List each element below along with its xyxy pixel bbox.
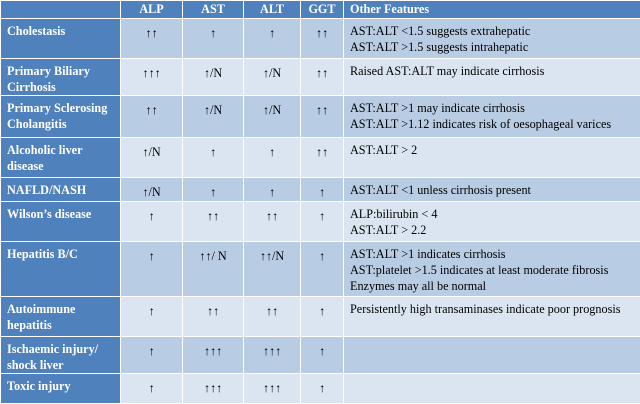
alt-value: ↑ (244, 138, 301, 178)
ggt-value: ↑↑ (301, 19, 344, 59)
condition-cell: Autoimmune hepatitis (1, 297, 121, 337)
header-alt: ALT (244, 1, 301, 19)
other-features-cell (344, 337, 640, 374)
table-row (1, 202, 640, 242)
table-row (1, 297, 640, 337)
feature-line: AST:ALT <1 unless cirrhosis present (350, 182, 634, 198)
header-alp: ALP (121, 1, 183, 19)
alt-value: ↑↑↑ (244, 337, 301, 374)
ggt-value: ↑ (301, 337, 344, 374)
feature-line: AST:ALT >1 indicates cirrhosis (350, 246, 634, 262)
feature-line: AST:platelet >1.5 indicates at least moderate fibrosis (350, 262, 634, 278)
other-features-cell (344, 59, 640, 96)
ggt-value: ↑ (301, 374, 344, 404)
alp-value: ↑ (121, 202, 183, 242)
alp-value: ↑ (121, 374, 183, 404)
ast-value: ↑↑↑ (183, 337, 244, 374)
ast-value: ↑/N (183, 59, 244, 96)
table-row (1, 374, 640, 404)
ast-value: ↑↑ (183, 202, 244, 242)
alt-value: ↑↑↑ (244, 374, 301, 404)
alp-value: ↑↑↑ (121, 59, 183, 96)
feature-line: AST:ALT >1 may indicate cirrhosis (350, 100, 634, 116)
alt-value: ↑/N (244, 96, 301, 138)
ast-value: ↑/N (183, 96, 244, 138)
ggt-value: ↑↑ (301, 138, 344, 178)
alp-value: ↑/N (121, 138, 183, 178)
ggt-value: ↑ (301, 242, 344, 297)
table-row (1, 96, 640, 138)
alp-value: ↑ (121, 297, 183, 337)
other-features-cell (344, 178, 640, 202)
alp-value: ↑ (121, 337, 183, 374)
other-features-cell (344, 138, 640, 178)
ggt-value: ↑↑ (301, 59, 344, 96)
ggt-value: ↑ (301, 178, 344, 202)
ast-value: ↑ (183, 178, 244, 202)
header-ast: AST (183, 1, 244, 19)
condition-cell: Wilson’s disease (1, 202, 121, 242)
ast-value: ↑↑ (183, 297, 244, 337)
other-features-cell (344, 202, 640, 242)
condition-cell: Hepatitis B/C (1, 242, 121, 297)
other-features-cell (344, 374, 640, 404)
table-row (1, 138, 640, 178)
condition-cell: Toxic injury (1, 374, 121, 404)
alp-value: ↑/N (121, 178, 183, 202)
alt-value: ↑/N (244, 59, 301, 96)
condition-cell: NAFLD/NASH (1, 178, 121, 202)
ggt-value: ↑ (301, 202, 344, 242)
table-row (1, 178, 640, 202)
table-row (1, 19, 640, 59)
header-condition (1, 1, 121, 19)
ggt-value: ↑ (301, 297, 344, 337)
condition-cell: Ischaemic injury/ shock liver (1, 337, 121, 374)
feature-line: Enzymes may all be normal (350, 278, 634, 294)
alp-value: ↑↑ (121, 96, 183, 138)
alp-value: ↑↑ (121, 19, 183, 59)
header-other-features: Other Features (344, 1, 640, 19)
feature-line: AST:ALT >1.5 suggests intrahepatic (350, 39, 634, 55)
alt-value: ↑ (244, 178, 301, 202)
header-ggt: GGT (301, 1, 344, 19)
condition-cell: Cholestasis (1, 19, 121, 59)
table-row (1, 242, 640, 297)
ast-value: ↑↑↑ (183, 374, 244, 404)
feature-line: AST:ALT > 2.2 (350, 222, 634, 238)
header-row (1, 1, 640, 19)
alp-value: ↑ (121, 242, 183, 297)
condition-cell: Primary Sclerosing Cholangitis (1, 96, 121, 138)
feature-line: AST:ALT >1.12 indicates risk of oesophageal varices (350, 116, 634, 132)
feature-line: Persistently high transaminases indicate poor prognosis (350, 301, 634, 317)
other-features-cell (344, 297, 640, 337)
ast-value: ↑ (183, 138, 244, 178)
alt-value: ↑↑ (244, 202, 301, 242)
alt-value: ↑ (244, 19, 301, 59)
condition-cell: Primary Biliary Cirrhosis (1, 59, 121, 96)
table-row (1, 337, 640, 374)
other-features-cell (344, 96, 640, 138)
feature-line: AST:ALT <1.5 suggests extrahepatic (350, 23, 634, 39)
ggt-value: ↑↑ (301, 96, 344, 138)
table-row (1, 59, 640, 96)
condition-cell: Alcoholic liver disease (1, 138, 121, 178)
feature-line: AST:ALT > 2 (350, 142, 634, 158)
ast-value: ↑↑/ N (183, 242, 244, 297)
ast-value: ↑ (183, 19, 244, 59)
feature-line: ALP:bilirubin < 4 (350, 206, 634, 222)
feature-line: Raised AST:ALT may indicate cirrhosis (350, 63, 634, 79)
other-features-cell (344, 19, 640, 59)
other-features-cell (344, 242, 640, 297)
alt-value: ↑↑ (244, 297, 301, 337)
alt-value: ↑↑/N (244, 242, 301, 297)
